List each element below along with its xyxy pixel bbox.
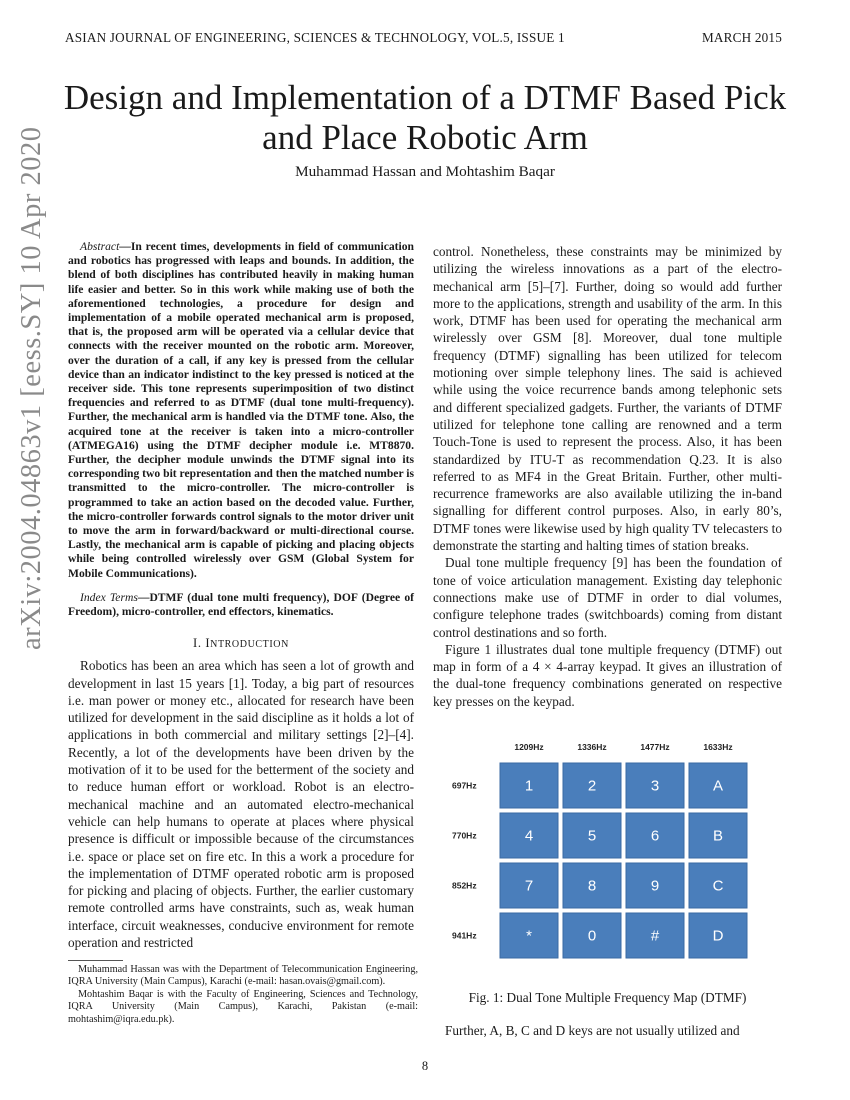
footnote-2: Mohtashim Baqar is with the Faculty of Engineering, Sciences and Technology, IQRA University (Main Campus), Karachi, Pakistan (e-mail: mohtashim@iqra.edu.pk). — [68, 988, 418, 1025]
title-line-2: and Place Robotic Arm — [262, 118, 588, 157]
title-line-1: Design and Implementation of a DTMF Based Pick — [63, 78, 787, 117]
section-first-letter: I — [205, 636, 211, 651]
keypad-key-label: 0 — [587, 927, 597, 945]
row-frequency-labels — [452, 781, 477, 941]
right-paragraph-1: control. Nonetheless, these constraints may be minimized by utilizing the wireless innovations as a part of the electro-mechanical arm [5]–[7]. Further, doing so would add further more to the applications, strength and usability of the arm. In this work, DTMF has been used for operating the mechanical arm wirelessly over GSM [8]. Moreover, dual tone multiple frequency (DTMF) signalling has been utilized for telecom motioning over simple telephony lines. The said is achieved while using the voice recurrence bands among telephonic sets and different specialized gadgets. Further, the variants of DTMF utilized for telephone tone calling are renowned and a term Touch-Tone is used to represent the process. Also, it has been standardized by ITU-T as recommendation Q.23. It is also referred to as MF4 in the Great Britain. Further, other multi-recurrence frameworks are also available utilizing the in-band signalling for different control purposes. Also, in early 80’s, DTMF tones were likewise used by high quality TV telecasters to demonstrate the starting and halting times of station breaks. — [433, 244, 782, 554]
keypad-key-label: A — [712, 777, 724, 795]
row-frequency-label: 697Hz — [452, 780, 477, 791]
footnote-rule — [68, 960, 123, 961]
keypad-key-label: C — [712, 877, 724, 895]
index-terms-text: —DTMF (dual tone multi frequency), DOF (Degree of Freedom), micro-controller, end effectors, kinematics. — [68, 590, 414, 619]
keypad-key-label: # — [650, 927, 660, 945]
dtmf-keypad-figure — [450, 736, 770, 976]
keypad-key-label: 6 — [650, 827, 660, 845]
right-paragraph-2: Dual tone multiple frequency [9] has been the foundation of tone of voice articulation management. Existing day telephonic connections make use of DTMF in order to dial volumes, configure telephone trades (switchboards) coming from distant control destinations and so forth. — [433, 555, 782, 640]
right-paragraph-3: Figure 1 illustrates dual tone multiple frequency (DTMF) out map in form of a 4 × 4-array keypad. It gives an illustration of the dual-tone frequency combinations generated on respective key presses on the keypad. — [433, 641, 782, 709]
keypad-key-label: 1 — [524, 777, 534, 795]
right-column — [433, 243, 782, 710]
column-frequency-label: 1209Hz — [514, 742, 544, 752]
column-frequency-label: 1336Hz — [577, 742, 607, 752]
row-frequency-label: 770Hz — [452, 830, 477, 841]
paper-title — [60, 78, 790, 158]
keypad-key-label: B — [712, 827, 724, 845]
keypad-key-label: 9 — [650, 877, 660, 895]
section-title-rest: NTRODUCTION — [210, 639, 289, 651]
row-frequency-label: 852Hz — [452, 880, 477, 891]
keypad-key-label: 4 — [524, 827, 534, 845]
authors: Muhammad Hassan and Mohtashim Baqar — [295, 163, 555, 180]
column-frequency-labels — [514, 742, 732, 752]
section-heading-introduction — [68, 636, 414, 651]
issue-date: MARCH 2015 — [701, 30, 782, 45]
keypad-key-label: 2 — [587, 777, 597, 795]
left-column — [68, 240, 414, 951]
keypad-key-label: 8 — [587, 877, 597, 895]
index-terms-label: Index Terms — [80, 590, 138, 604]
keypad-grid — [500, 763, 747, 958]
running-head — [65, 30, 782, 48]
abstract-text: —In recent times, developments in field of communication and robotics has progressed with leaps and bounds. In addition, the blend of both disciplines has contributed heavily in making human life easier and better. So in this work while making use of both the aforementioned technologies, a procedure for design and implementation of a mobile operated mechanical arm is proposed, that is, the proposed arm will be operated via a cellular device that connects with the receiver mounted on the robotic arm. Moreover, over the duration of a call, if any key is pressed from the cellular device than an indicator indistinct to the key pressed is noticed at the receiver side. This tone represents superimposition of two distinct frequencies and referred to as DTMF (dual tone multi-frequency). Further, the mechanical arm is handled via the DTMF tone. Also, the acquired tone at the receiver is taken into a micro-controller (ATMEGA16) using the DTMF decipher module i.e. MT8870. Further, the decipher module unwinds the DTMF signal into its corresponding two bit representation and then the matched number is transmitted to the micro-controller. The micro-controller is programmed to take an action based on the decoded value. Further, the micro-controller forwards control signals to the motor driver unit to move the arm in forward/backward or multi-directional course. Lastly, the mechanical arm is capable of picking and placing objects while being controlled wirelessly over GSM (Global System for Mobile Communications). — [68, 240, 415, 580]
section-number: I. — [193, 636, 206, 651]
keypad-key-label: 7 — [524, 877, 534, 895]
page-number: 8 — [421, 1059, 429, 1073]
keypad-key-label: 3 — [650, 777, 660, 795]
abstract-label: Abstract — [80, 240, 120, 253]
row-frequency-label: 941Hz — [452, 930, 477, 941]
journal-name: ASIAN JOURNAL OF ENGINEERING, SCIENCES & TECHNOLOGY, VOL.5, ISSUE 1 — [65, 30, 565, 45]
figure-caption: Fig. 1: Dual Tone Multiple Frequency Map (DTMF) — [468, 990, 747, 1005]
column-frequency-label: 1633Hz — [703, 742, 733, 752]
abstract — [68, 240, 414, 581]
keypad-key-label: * — [526, 927, 532, 945]
intro-paragraph-1: Robotics has been an area which has seen a lot of growth and development in last 15 years [1]. Today, a big part of resources i.e. man power or money etc., allocated for research have been utilized for development in the said discipline as it holds a lot of applications in both commercial and military settings [2]–[4]. Recently, a lot of the developments have been driven by the motivation of it to be used for the betterment of the society and to reduce human effort or workload. Robot is an electro-mechanical machine and an automated electro-mechanical vehicle can help humans to operate at places where physical presence is difficult or impossible because of the circumstances i.e. space or place set on fire etc. In this a work a procedure for the implementation of DTMF operated robotic arm is proposed for picking and placing of objects. Further, the earlier customary remote controlled arms have constraints, such as, weak human interface, circuit weaknesses, conducive environment for remote operation and restricted — [68, 658, 414, 951]
footnotes — [68, 964, 418, 1026]
footnote-1: Muhammad Hassan was with the Department of Telecommunication Engineering, IQRA University (Main Campus), Karachi (e-mail: hasan.ovais@gmail.com). — [68, 964, 418, 988]
arxiv-stamp: arXiv:2004.04863v1 [eess.SY] 10 Apr 2020 — [16, 126, 47, 650]
index-terms — [68, 591, 414, 619]
keypad-key-label: D — [712, 927, 724, 945]
text-after-figure: Further, A, B, C and D keys are not usually utilized and — [445, 1023, 740, 1038]
keypad-key-label: 5 — [587, 827, 597, 845]
column-frequency-label: 1477Hz — [640, 742, 670, 752]
